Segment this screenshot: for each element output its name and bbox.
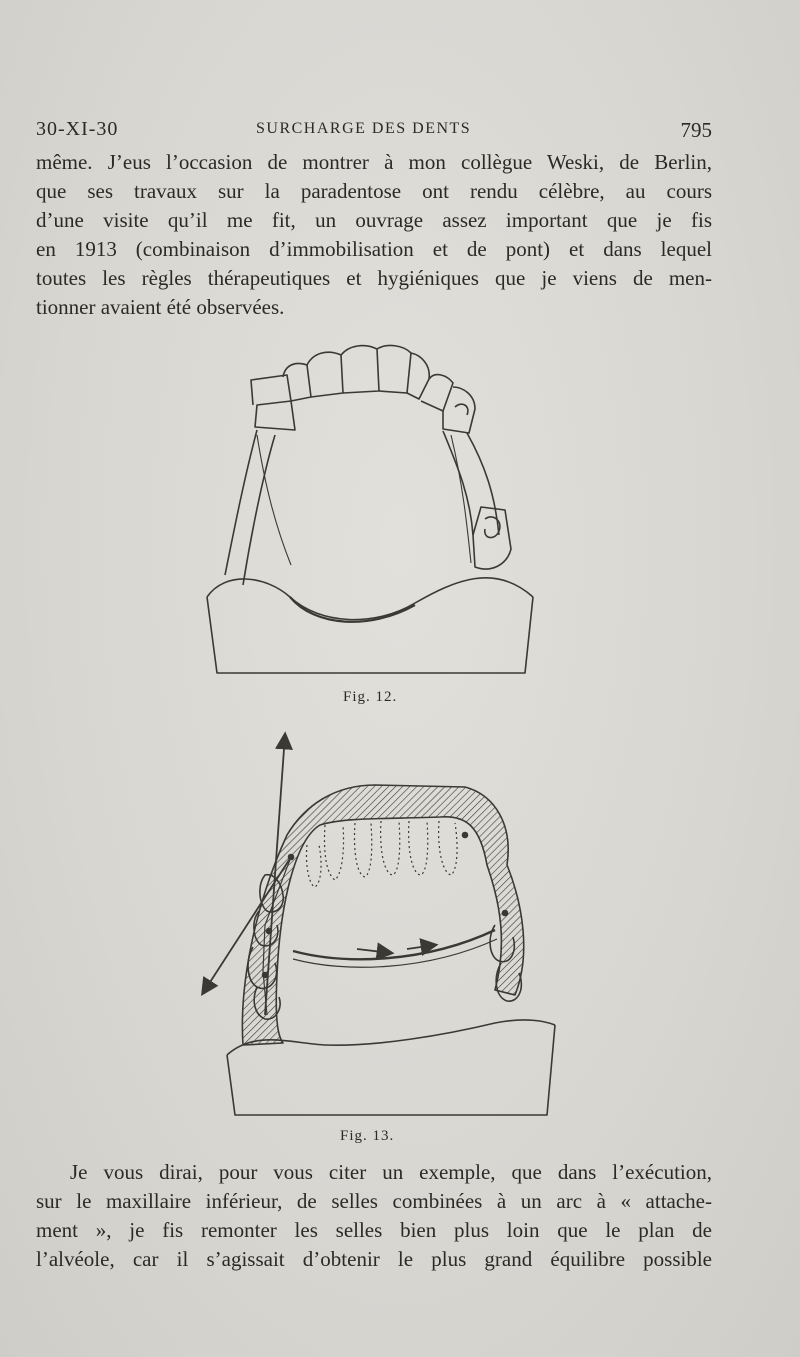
text-line: toutes les règles thérapeutiques et hygiéniques que je viens de men- [36,266,712,290]
paragraph-1 [36,148,712,322]
text-line: tionner avaient été observées. [36,295,285,319]
text-line: que ses travaux sur la paradentose ont rendu célèbre, au cours [36,179,712,203]
text-line: Je vous dirai, pour vous citer un exemple, que dans l’exécution, [70,1160,712,1184]
figure-12-caption: Fig. 12. [343,689,398,705]
text-line: même. J’eus l’occasion de montrer à mon collègue Weski, de Berlin, [36,150,712,174]
figure-12-dental-cast [195,335,555,680]
page-number: 795 [680,118,712,142]
text-line: sur le maxillaire inférieur, de selles combinées à un arc à « attache- [36,1189,712,1213]
text-line: l’alvéole, car il s’agissait d’obtenir le plus grand équilibre possible [36,1247,712,1271]
text-line: d’une visite qu’il me fit, un ouvrage assez important que je fis [36,208,712,232]
paragraph-2 [36,1158,712,1274]
header-title: SURCHARGE DES DENTS [256,120,472,137]
header-date: 30-XI-30 [36,118,119,140]
running-header [36,118,712,142]
text-line: en 1913 (combinaison d’immobilisation et de pont) et dans lequel [36,237,712,261]
figure-13-dental-cast-with-arc [195,725,560,1125]
figure-13-caption: Fig. 13. [340,1128,395,1144]
text-line: ment », je fis remonter les selles bien plus loin que le plan de [36,1218,712,1242]
